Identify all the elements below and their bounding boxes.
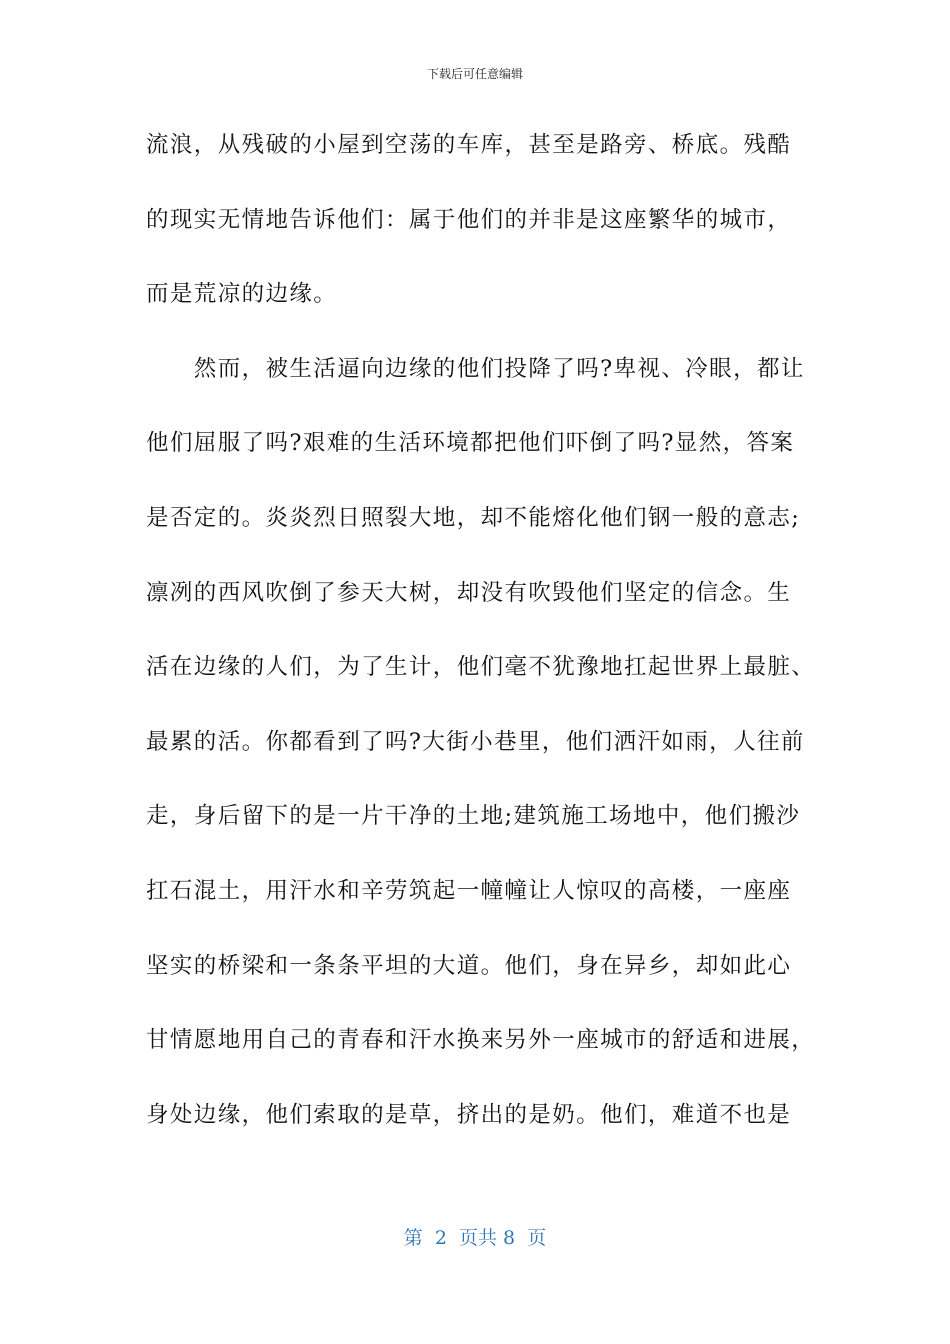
text-line: 甘情愿地用自己的青春和汗水换来另外一座城市的舒适和进展， bbox=[146, 1027, 816, 1054]
text-line: 最累的活。你都看到了吗?大街小巷里，他们洒汗如雨，人往前 bbox=[146, 728, 805, 755]
text-line: 身处边缘，他们索取的是草，挤出的是奶。他们，难道不也是 bbox=[146, 1101, 792, 1128]
text-line: 坚实的桥梁和一条条平坦的大道。他们，身在异乡，却如此心 bbox=[146, 952, 792, 979]
text-line: 流浪，从残破的小屋到空荡的车库，甚至是路旁、桥底。残酷 bbox=[146, 132, 792, 158]
page-header: 下载后可任意编辑 bbox=[426, 67, 523, 81]
text-line: 活在边缘的人们，为了生计，他们毫不犹豫地扛起世界上最脏、 bbox=[146, 654, 816, 681]
text-line: 而是荒凉的边缘。 bbox=[146, 281, 338, 308]
text-line: 是否定的。炎炎烈日照裂大地，却不能熔化他们钢一般的意志; bbox=[146, 504, 801, 531]
body-text bbox=[146, 122, 826, 1166]
text-line: 的现实无情地告诉他们：属于他们的并非是这座繁华的城市， bbox=[146, 206, 792, 233]
text-line: 他们屈服了吗?艰难的生活环境都把他们吓倒了吗?显然，答案 bbox=[146, 430, 795, 457]
text-line: 然而，被生活逼向边缘的他们投降了吗?卑视、冷眼，都让 bbox=[146, 355, 805, 382]
page-number-footer: 第 2 页共 8 页 bbox=[403, 1227, 547, 1249]
text-line: 扛石混土，用汗水和辛劳筑起一幢幢让人惊叹的高楼，一座座 bbox=[146, 877, 792, 904]
text-line: 凛冽的西风吹倒了参天大树，却没有吹毁他们坚定的信念。生 bbox=[146, 579, 792, 606]
text-line: 走，身后留下的是一片干净的土地;建筑施工场地中，他们搬沙 bbox=[146, 803, 801, 830]
